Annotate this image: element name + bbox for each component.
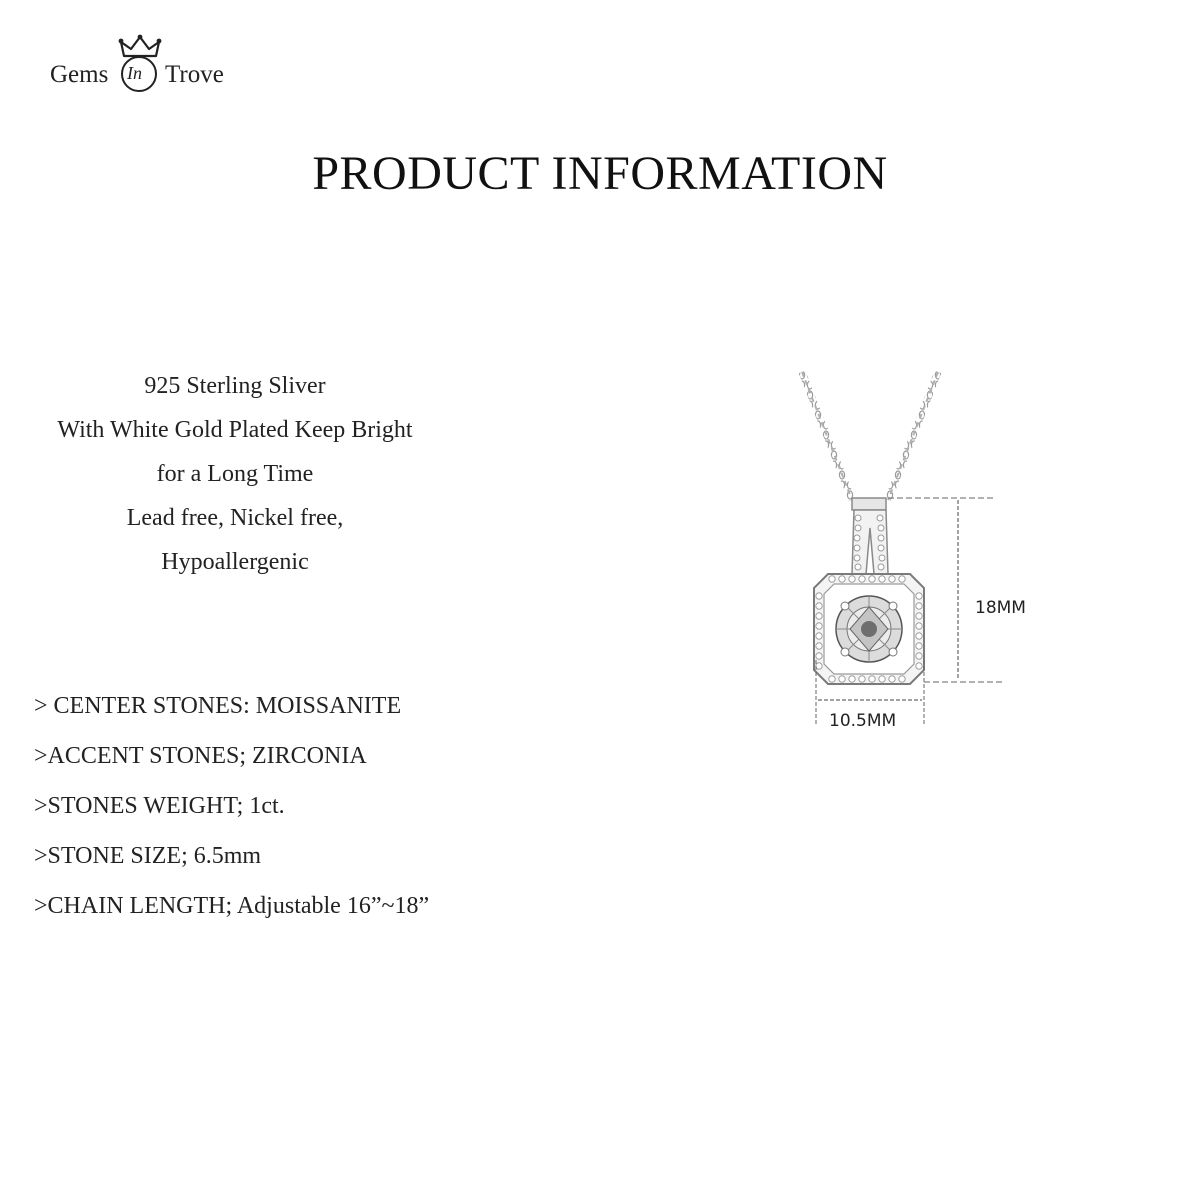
spec-item-chain-length: >CHAIN LENGTH; Adjustable 16”~18” xyxy=(34,893,430,919)
material-line: With White Gold Plated Keep Bright xyxy=(57,417,413,443)
spec-item-accent-stones: >ACCENT STONES; ZIRCONIA xyxy=(34,743,367,769)
height-dimension-label: 18MM xyxy=(975,598,1026,618)
center-stone-icon xyxy=(836,596,902,662)
brand-logo xyxy=(50,34,250,96)
material-line: for a Long Time xyxy=(156,461,314,487)
brand-name-middle: In xyxy=(127,63,142,83)
spec-list xyxy=(34,686,429,936)
brand-name-left: Gems xyxy=(50,61,109,88)
crown-icon xyxy=(118,34,162,58)
spec-item-stone-size: >STONE SIZE; 6.5mm xyxy=(34,843,262,869)
pendant-illustration xyxy=(790,360,1050,740)
spec-item-stones-weight: >STONES WEIGHT; 1ct. xyxy=(34,793,285,819)
width-dimension-label: 10.5MM xyxy=(829,711,897,731)
bail-icon xyxy=(852,498,888,574)
material-line: Lead free, Nickel free, xyxy=(126,505,344,531)
material-line: 925 Sterling Sliver xyxy=(144,373,326,399)
brand-name-right: Trove xyxy=(165,61,224,88)
page-title: PRODUCT INFORMATION xyxy=(312,147,888,200)
spec-item-center-stones: > CENTER STONES: MOISSANITE xyxy=(34,693,402,719)
material-description xyxy=(20,364,450,584)
chain-icon xyxy=(802,372,938,500)
material-line: Hypoallergenic xyxy=(161,549,309,575)
